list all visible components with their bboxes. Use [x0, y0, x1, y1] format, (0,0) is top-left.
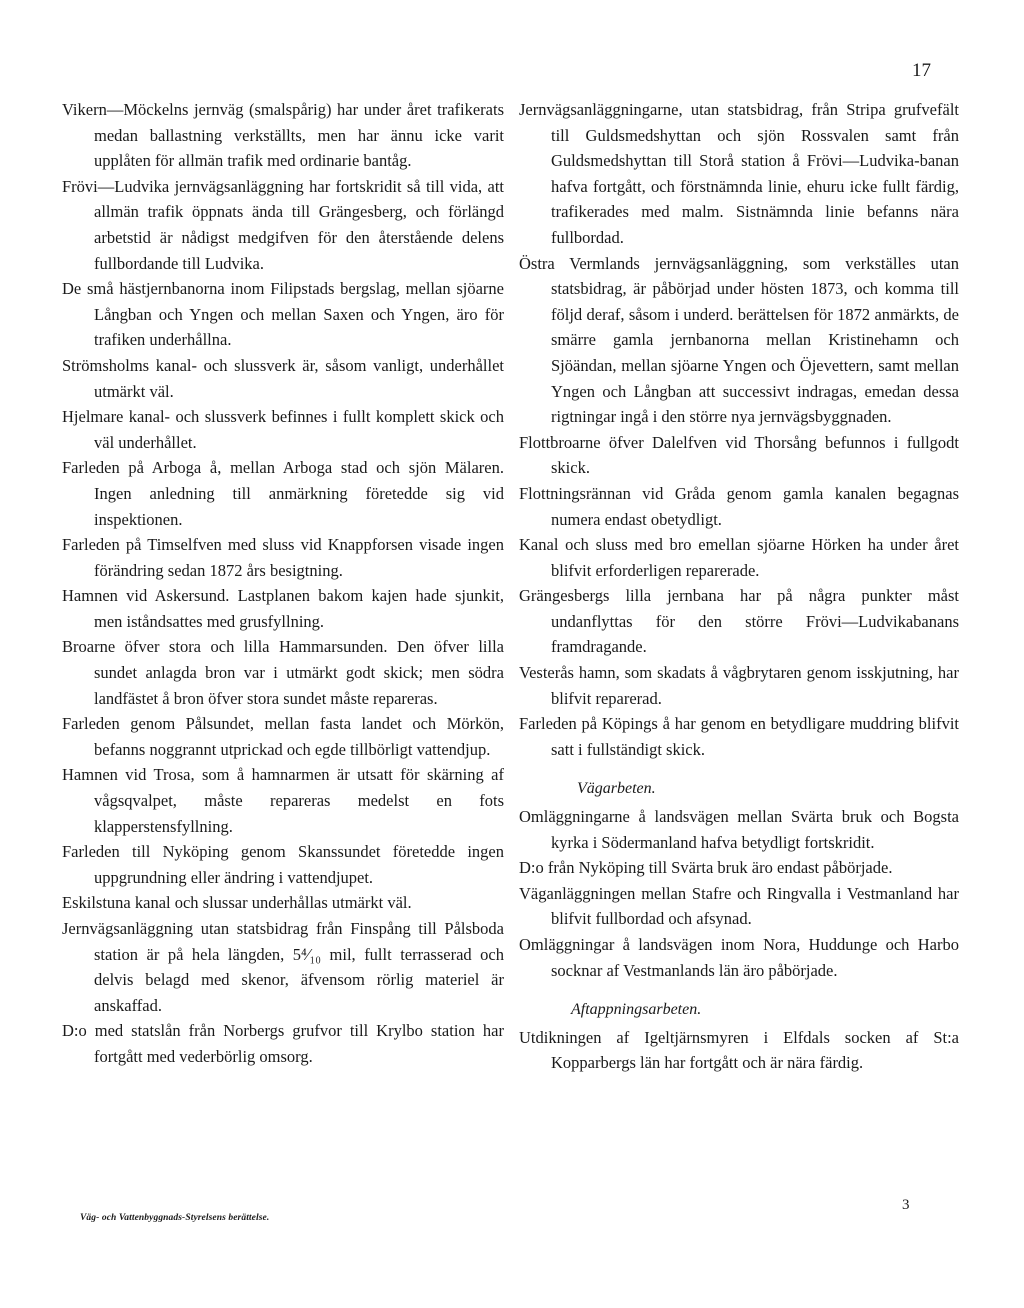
paragraph: Jernvägsanläggning utan statsbidrag från Finspång till Pålsboda station är på hela längden, 5⁴⁄₁₀ mil, fullt terrasserad och delvis belagd med skenor, äfvensom rörlig materiel är anskaffad.: [62, 919, 504, 1015]
paragraph: Östra Vermlands jernvägsanläggning, som verkställes utan statsbidrag, är påbörjad under hösten 1873, och komma till följd deraf, såsom i underd. berättelsen för 1872 anmärkts, de smärre gamla jernbanorna mellan Kristinehamn och Sjöändan, mellan sjöarne Yngen och Öjevettern, samt mellan Yngen och Långban att successivt indragas, emedan dessa rigtningar ingå i den större nya jernvägsbyggnaden.: [519, 253, 959, 427]
paragraph: Kanal och sluss med bro emellan sjöarne Hörken ha under året blifvit erforderligen reparerade.: [519, 535, 959, 580]
paragraph: Farleden till Nyköping genom Skanssundet företedde ingen uppgrundning eller ändring i vattendjupet.: [62, 842, 504, 887]
paragraph: D:o med statslån från Norbergs grufvor till Krylbo station har fortgått med vederbörlig omsorg.: [62, 1021, 504, 1066]
page-number: 17: [912, 60, 931, 81]
paragraph: Farleden på Arboga å, mellan Arboga stad och sjön Mälaren. Ingen anledning till anmärkning företedde sig vid inspektionen.: [62, 458, 504, 529]
paragraph: Hamnen vid Trosa, som å hamnarmen är utsatt för skärning af vågsqvalpet, måste repareras medelst en fots klapperstensfyllning.: [62, 765, 504, 836]
paragraph: Vikern—Möckelns jernväg (smalspårig) har under året trafikerats medan ballastning verkställts, men har ännu icke varit upplåten för allmän trafik med ordinarie bantåg.: [62, 100, 504, 171]
paragraph: Farleden på Köpings å har genom en betydligare muddring blifvit satt i fullständigt skick.: [519, 714, 959, 759]
right-column: [519, 97, 959, 1076]
paragraph: Vesterås hamn, som skadats å vågbrytaren genom isskjutning, har blifvit reparerad.: [519, 663, 959, 708]
paragraph: Farleden genom Pålsundet, mellan fasta landet och Mörkön, befanns noggrannt utprickad och egde tillbörligt vattendjup.: [62, 714, 504, 759]
paragraph: De små hästjernbanorna inom Filipstads bergslag, mellan sjöarne Långban och Yngen och mellan Saxen och Yngen, äro för trafiken underhållna.: [62, 279, 504, 350]
paragraph: Hjelmare kanal- och slussverk befinnes i fullt komplett skick och väl underhållet.: [62, 407, 504, 452]
section-heading-vagarbeten: Vägarbeten.: [577, 780, 656, 798]
paragraph: Flottbroarne öfver Dalelfven vid Thorsång befunnos i fullgodt skick.: [519, 432, 959, 478]
paragraph: Farleden på Timselfven med sluss vid Knappforsen visade ingen förändring sedan 1872 års besigtning.: [62, 535, 504, 580]
signature-mark: 3: [902, 1197, 910, 1213]
paragraph: Strömsholms kanal- och slussverk är, såsom vanligt, underhållet utmärkt väl.: [62, 355, 504, 401]
paragraph: Hamnen vid Askersund. Lastplanen bakom kajen hade sjunkit, men iståndsattes med grusfyllning.: [62, 586, 504, 631]
paragraph: Broarne öfver stora och lilla Hammarsunden. Den öfver lilla sundet anlagda bron var i utmärkt godt skick; men södra landfästet å bron öfver stora sundet måste repareras.: [62, 637, 504, 708]
paragraph: Frövi—Ludvika jernvägsanläggning har fortskridit så till vida, att allmän trafik öppnats ända till Grängesberg, och förlängd arbetstid är nådigst medgifven för den återstående delens fullbordande till Ludvika.: [62, 176, 504, 273]
paragraph: Utdikningen af Igeltjärnsmyren i Elfdals socken af St:a Kopparbergs län har fortgått och är nära färdig.: [519, 1027, 959, 1073]
paragraph: Omläggningarne å landsvägen mellan Svärta bruk och Bogsta kyrka i Södermanland hafva betydligt fortskridit.: [519, 807, 959, 852]
paragraph: Flottningsrännan vid Gråda genom gamla kanalen begagnas numera endast obetydligt.: [519, 483, 959, 529]
paragraph: D:o från Nyköping till Svärta bruk äro endast påbörjade.: [519, 858, 893, 878]
paragraph: Väganläggningen mellan Stafre och Ringvalla i Vestmanland har blifvit fullbordad och afsynad.: [519, 883, 959, 929]
paragraph: Eskilstuna kanal och slussar underhållas utmärkt väl.: [62, 893, 412, 913]
footnote: Väg- och Vattenbyggnads-Styrelsens berättelse.: [80, 1213, 270, 1223]
section-heading-aftappning: Aftappningsarbeten.: [571, 1001, 702, 1019]
paragraph: Jernvägsanläggningarne, utan statsbidrag, från Stripa grufvefält till Guldsmedshyttan och sjön Rossvalen samt från Guldsmedshyttan till Storå station å Frövi—Ludvika-banan hafva fortgått, och förstnämnda linie, ehuru icke fullt färdig, trafikerades med malm. Sistnämnda linie befanns nära fullbordad.: [519, 100, 959, 247]
left-column: [62, 97, 504, 1070]
paragraph: Omläggningar å landsvägen inom Nora, Huddunge och Harbo socknar af Vestmanlands län äro påbörjade.: [519, 935, 959, 980]
paragraph: Grängesbergs lilla jernbana har på några punkter måst undanflyttas för den större Frövi—Ludvikabanans framdragande.: [519, 586, 959, 657]
